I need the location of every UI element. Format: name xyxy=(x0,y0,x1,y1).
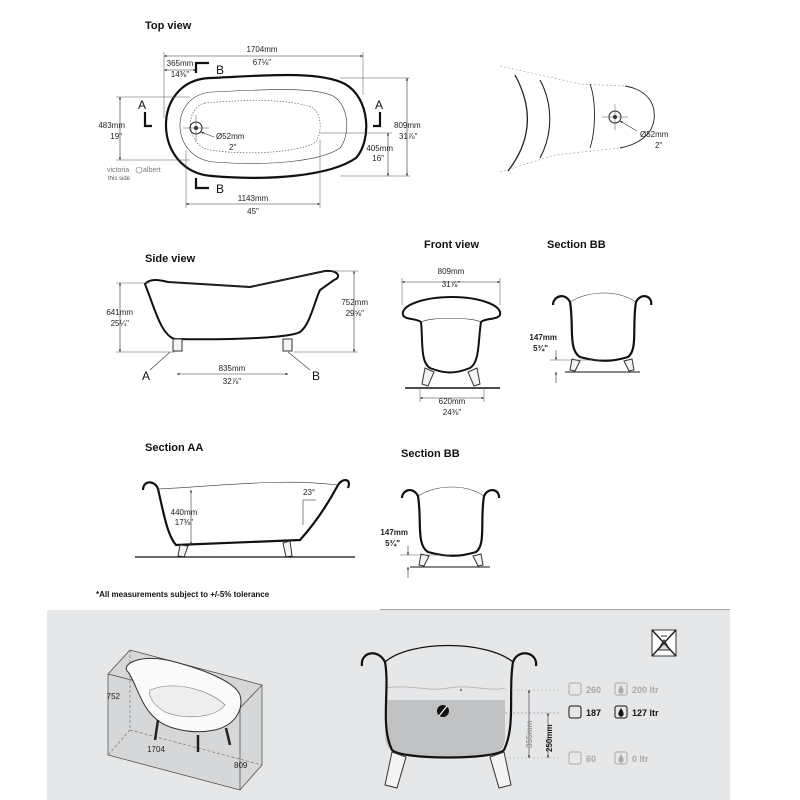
section-bb-top-depth-mm: 147mm xyxy=(529,333,557,342)
section-a-right-label: A xyxy=(374,98,384,112)
section-a-left-label: A xyxy=(137,98,147,112)
length-in: 67⅛" xyxy=(252,58,272,67)
brand-note: this side xyxy=(108,176,131,182)
section-bb-bottom xyxy=(380,448,499,578)
section-aa-depth-mm: 440mm xyxy=(170,508,198,517)
capacity-volume-min: 0 ltr xyxy=(632,754,649,764)
width-in: 31⅞" xyxy=(399,132,418,141)
section-bb-bottom-profile xyxy=(402,490,499,556)
waste-detail xyxy=(500,66,669,172)
waste-mm: Ø52mm xyxy=(216,132,245,141)
offset-in: 14⅜" xyxy=(170,70,190,79)
front-right-foot xyxy=(468,368,480,386)
side-feet-in: 32⅞" xyxy=(222,377,242,386)
section-aa-title: Section AA xyxy=(145,442,204,454)
section-aa-depth-in: 17⅜" xyxy=(174,518,194,527)
waste-detail-mm: Ø52mm xyxy=(640,130,669,139)
front-view xyxy=(402,239,500,417)
section-bb-top xyxy=(529,239,651,383)
front-left-foot xyxy=(422,368,434,386)
base-length-mm: 1143mm xyxy=(237,194,269,203)
front-feet-in: 24⅜" xyxy=(442,408,462,417)
waste-detail-in: 2" xyxy=(655,141,663,150)
brand-logo-icon xyxy=(136,167,142,173)
box-width: 809 xyxy=(234,761,248,770)
side-feet-mm: 835mm xyxy=(218,364,246,373)
capacity-volume-max: 200 ltr xyxy=(632,685,659,695)
side-section-a-label: A xyxy=(141,369,151,383)
section-bb-top-title: Section BB xyxy=(547,239,606,251)
capacity-weight-current: 187 xyxy=(586,708,602,718)
section-aa xyxy=(135,442,355,557)
box-length: 1704 xyxy=(147,745,165,754)
side-view-tub xyxy=(145,271,338,339)
side-view xyxy=(106,253,368,386)
brand-albert: albert xyxy=(143,167,161,174)
width-mm: 809mm xyxy=(394,121,421,130)
base-width-mm: 405mm xyxy=(366,144,393,153)
top-view xyxy=(98,20,421,216)
waste-in: 2" xyxy=(229,143,237,152)
section-bb-bottom-title: Section BB xyxy=(401,448,460,460)
section-b-top-label: B xyxy=(215,63,225,77)
side-total-height-mm: 752mm xyxy=(341,298,368,307)
front-feet-mm: 620mm xyxy=(438,397,466,406)
brand-victoria: victoria xyxy=(107,167,130,174)
section-bb-bottom-depth-mm: 147mm xyxy=(380,528,408,537)
side-section-b-label: B xyxy=(311,369,321,383)
section-bb-top-depth-in: 5¾" xyxy=(533,344,548,353)
side-view-right-foot xyxy=(283,339,292,351)
offset-mm: 365mm xyxy=(166,59,194,68)
section-bb-top-profile xyxy=(553,296,651,361)
capacity-max-height: 355mm xyxy=(525,720,534,748)
side-total-height-in: 29⅝" xyxy=(345,309,364,318)
front-width-in: 31⅞" xyxy=(441,280,461,289)
capacity-weight-max: 260 xyxy=(586,685,602,695)
section-b-bottom-label: B xyxy=(215,182,225,196)
top-view-title: Top view xyxy=(145,20,192,32)
tub-inner-rim xyxy=(180,90,347,164)
no-shower-icon xyxy=(652,630,676,656)
box-height: 752 xyxy=(106,692,120,701)
front-view-title: Front view xyxy=(424,239,480,251)
capacity-volume-current: 127 ltr xyxy=(632,708,659,718)
length-mm: 1704mm xyxy=(246,45,278,54)
inner-width-in: 19" xyxy=(110,132,122,141)
base-width-in: 16" xyxy=(372,154,384,163)
section-aa-angle: 23° xyxy=(303,488,316,497)
section-bb-bottom-depth-in: 5¾" xyxy=(385,539,400,548)
front-view-tub xyxy=(403,297,500,373)
side-height-mm: 641mm xyxy=(106,308,133,317)
tolerance-note: *All measurements subject to +/-5% tolerance xyxy=(96,590,270,599)
side-height-in: 25¼" xyxy=(110,319,129,328)
tub-floor-outline xyxy=(191,101,321,153)
inner-width-mm: 483mm xyxy=(98,121,125,130)
side-view-left-foot xyxy=(173,339,182,351)
capacity-weight-min: 60 xyxy=(586,754,597,764)
front-width-mm: 809mm xyxy=(437,267,465,276)
base-length-in: 45" xyxy=(247,207,259,216)
side-view-title: Side view xyxy=(145,253,196,265)
capacity-fill-height: 250mm xyxy=(545,724,554,752)
